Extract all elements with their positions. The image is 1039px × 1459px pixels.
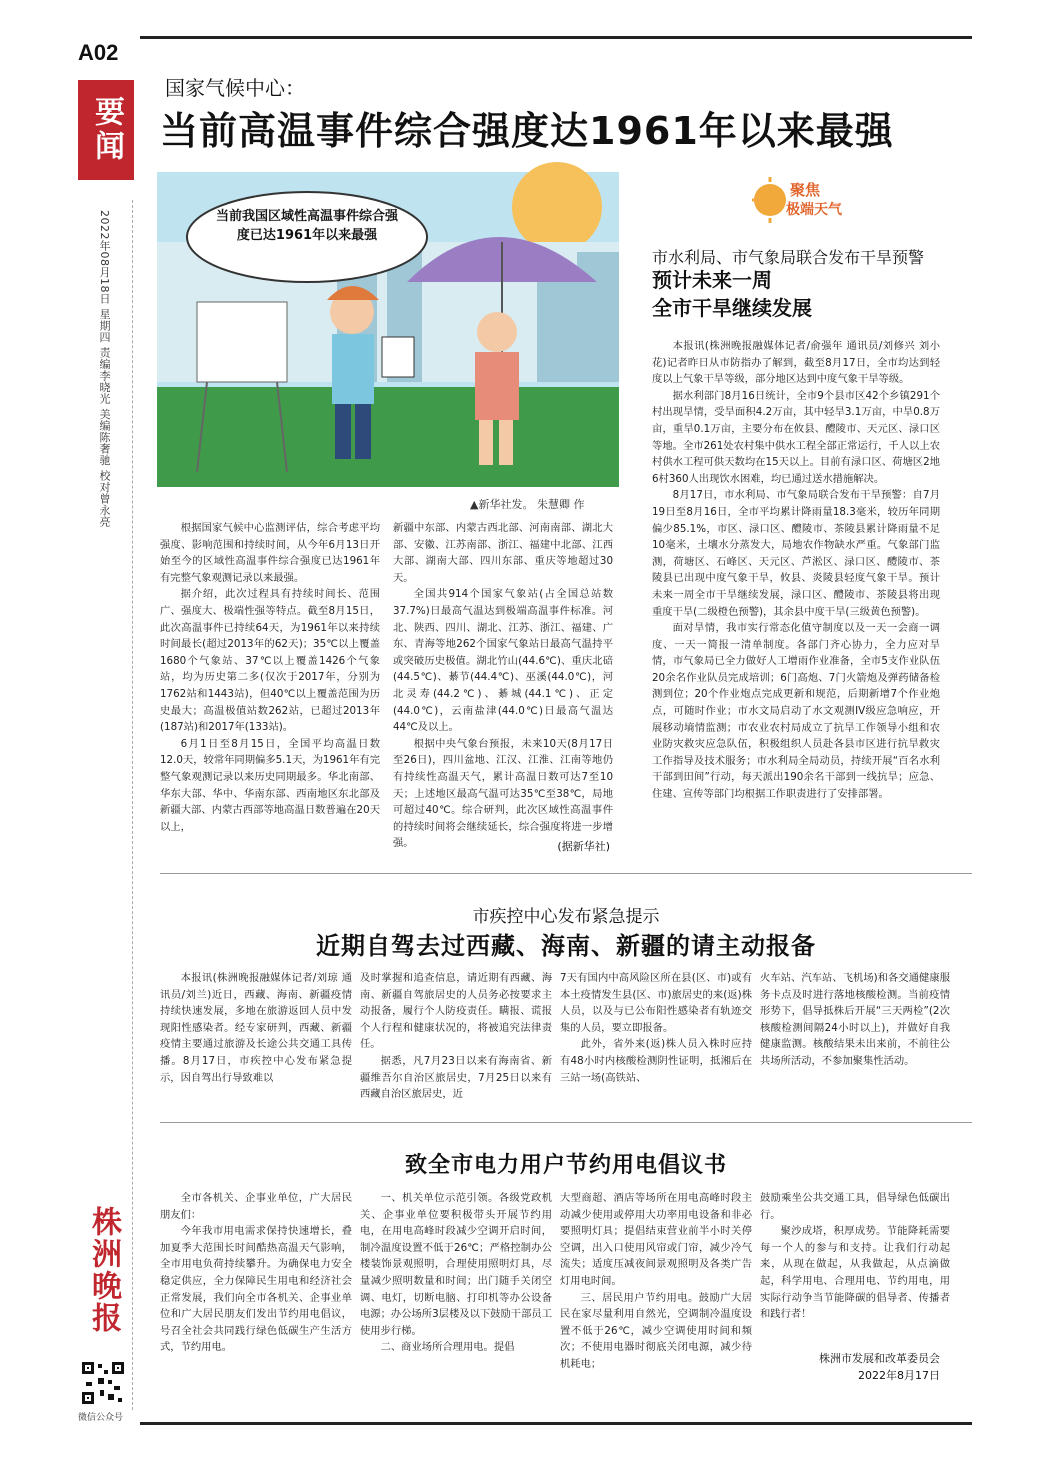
drought-column (652, 338, 940, 858)
left-divider (132, 200, 134, 1410)
top-rule (140, 36, 972, 39)
paragraph: 全国共914个国家气象站(占全国总站数37.7%)日最高气温达到极端高温事件标准。河北、陕西、四川、湖北、江苏、浙江、福建、广东、青海等地262个国家气象站日最高气温持平或突破历史极值。湖北竹山(44.6℃)、重庆北碚(44.5℃)、綦节(44.4℃)、巫溪(44.0℃)，河北灵寿(44.2℃)、綦城(44.1℃)、正定(44.0℃)，云南盐津(44.0℃)日最高气温达44℃及以上。 (393, 588, 613, 734)
paragraph: 根据国家气候中心监测评估，综合考虑平均强度、影响范围和持续时间，从今年6月13日开始至今的区域性高温事件综合强度已达1961年有完整气象观测记录以来最强。 (160, 522, 380, 584)
paragraph: 本报讯(株洲晚报融媒体记者/刘琼 通讯员/刘兰)近日，西藏、海南、新疆疫情持续快速发展，多地在旅游返回人员中发现阳性感染者。经专家研判，西藏、新疆疫情主要通过旅游及长途公共交通工具传播。8月17日，市疾控中心发布紧急提示，因自驾出行导致难以 (160, 972, 352, 1084)
paragraph: 大型商超、酒店等场所在用电高峰时段主动减少使用或停用大功率用电设备和非必要照明灯具；提倡结束营业前半小时关停空调，出入口使用风帘或门帘，减少冷气流失；适度压减夜间景观照明及各类广告灯用电时间。 (560, 1192, 752, 1287)
masthead-logo: 株洲晚报 (86, 1206, 121, 1334)
cartoon-credit: ▲新华社发。 朱慧卿 作 (470, 498, 585, 511)
page-number: A02 (78, 40, 119, 65)
paragraph: 三、居民用户节约用电。鼓励广大居民在家尽量利用自然光，空调制冷温度设置不低于26℃，减少空调使用时间和频次；不使用电器时彻底关闭电源，减少待机耗电； (560, 1291, 752, 1370)
lead-signoff: (据新华社) (557, 840, 610, 853)
paragraph: 新疆中东部、内蒙古西北部、河南南部、湖北大部、安徽、江苏南部、浙江、福建中北部、江西大部、湖南大部、四川东部、重庆等地超过30天。 (393, 522, 613, 584)
paragraph: 根据中央气象台预报，未来10天(8月17日至26日)，四川盆地、江汉、江淮、江南等地仍有持续性高温天气，累计高温日数可达7至10天；上述地区最高气温可达35℃至38℃，局地可超过40℃。综合研判，此次区域性高温事件的持续时间将会继续延长，综合强度将进一步增强。 (393, 737, 613, 850)
paragraph: 8月17日，市水利局、市气象局联合发布干旱预警：自7月19日至8月16日，全市平均累计降雨量18.3毫米，较历年同期偏少85.1%，市区、渌口区、醴陵市、茶陵县累计降雨量不足10毫米，土壤水分蒸发大，局地农作物缺水严重。气象部门监测，荷塘区、石峰区、天元区、芦淞区、渌口区、醴陵市、茶陵县已出现中度气象干旱，攸县、炎陵县轻度气象干旱。预计未来一周全市干旱继续发展，渌口区、醴陵市、茶陵县将出现重度干旱(二级橙色预警)，其余县中度干旱(三级黄色预警)。 (652, 489, 940, 618)
lead-column-1 (160, 520, 380, 860)
power-signature (760, 1350, 940, 1384)
paragraph: 聚沙成塔，积厚成势。节能降耗需要每一个人的参与和支持。让我们行动起来，从现在做起，从我做起，从点滴做起，科学用电、合理用电、节约用电，用实际行动争当节能降碳的倡导者、传播者和践行者！ (760, 1225, 950, 1321)
paragraph: 今年我市用电需求保持快速增长，叠加夏季大范围长时间酷热高温天气影响，全市用电负荷持续攀升。为确保电力安全稳定供应，全力保障民生用电和经济社会正常发展，我们向全市各机关、企事业单位和广大居民朋友们发出节约用电倡议，号召全社会共同践行绿色低碳生产生活方式，节约用电。 (160, 1225, 352, 1354)
paragraph: 及时掌握和追查信息，请近期有西藏、海南、新疆自驾旅居史的人员务必按要求主动报备，履行个人防疫责任。瞒报、谎报个人行程和健康状况的，将被追究法律责任。 (360, 972, 552, 1051)
lead-kicker: 国家气候中心： (165, 76, 305, 100)
paragraph: 本报讯(株洲晚报融媒体记者/俞强年 通讯员/刘修兴 刘小花)记者昨日从市防指办了解到，截至8月17日，全市均达到轻度以上气象干旱等级，部分地区达到中度气象干旱等级。 (652, 340, 940, 386)
cdc-column-4 (760, 970, 950, 1100)
power-column-1 (160, 1190, 352, 1400)
signer: 株洲市发展和改革委员会 (819, 1352, 940, 1365)
cdc-headline: 近期自驾去过西藏、海南、新疆的请主动报备 (316, 932, 816, 960)
paragraph: 火车站、汽车站、飞机场)和各交通健康服务卡点及时进行落地核酸检测。当前疫情形势下，倡导抵株后开展“三天两检”(2次核酸检测间隔24小时以上)，并做好自我健康监测。核酸结果未出来前，不前往公共场所活动，不参加聚集性活动。 (760, 972, 950, 1067)
headline-line: 全市干旱继续发展 (652, 296, 812, 320)
paragraph: 面对旱情，我市实行常态化值守制度以及一天一会商一调度、一天一简报一清单制度。各部门齐心协力，全力应对旱情，市气象局已全力做好人工增雨作业准备，全市5支作业队伍20余名作业队员完成培训；6门高炮、7门火箭炮及弹药储备检测到位；20个作业炮点完成更新和规范，后期新增7个作业炮点，可随时作业；市水文局启动了水文观测IV级应急响应，开展移动墒情监测；市农业农村局成立了抗旱工作领导小组和农业防灾救灾应急队伍，积极组织人员赴各县市区进行抗旱救灾工作指导及技术服务；市水利局全局动员，持续开展“百名水利干部到田间”行动，每天派出190余名干部到一线抗旱；应急、住建、宣传等部门均根据工作职责进行了安排部署。 (652, 622, 940, 801)
power-column-3 (560, 1190, 752, 1400)
qr-label: 微信公众号 (78, 1413, 124, 1423)
cdc-column-3 (560, 970, 752, 1100)
power-column-4 (760, 1190, 950, 1340)
paragraph: 此外，省外来(返)株人员入株时应持有48小时内核酸检测阴性证明，抵湘后在三站一场(高铁站、 (560, 1038, 752, 1084)
badge-line-2: 极端天气 (786, 202, 842, 218)
drought-headline (652, 266, 812, 322)
power-headline: 致全市电力用户节约用电倡议书 (404, 1153, 727, 1178)
paragraph: 据悉，凡7月23日以来有海南省、新疆维吾尔自治区旅居史，7月25日以来有西藏自治区旅居史，近 (360, 1054, 552, 1101)
badge-line-1: 聚焦 (790, 181, 821, 199)
cartoon-bubble-text: 当前我国区域性高温事件综合强度已达1961年以来最强 (215, 209, 398, 243)
paragraph: 二、商业场所合理用电。提倡 (380, 1341, 515, 1354)
sign-date: 2022年8月17日 (858, 1369, 940, 1382)
paragraph: 一、机关单位示范引领。各级党政机关、企事业单位要积极带头开展节约用电，在用电高峰时段减少空调开启时间，制冷温度设置不低于26℃；严格控制办公楼装饰景观照明，合理使用照明灯具，尽量减少照明数量和时间；出门随手关闭空调、电灯，切断电脑、打印机等办公设备电源；办公场所3层楼及以下鼓励干部员工使用步行梯。 (360, 1192, 552, 1337)
lead-headline: 当前高温事件综合强度达1961年以来最强 (160, 109, 894, 153)
section-tag: 要闻 (78, 80, 134, 180)
section-divider (160, 873, 972, 874)
paragraph: 全市各机关、企事业单位，广大居民朋友们： (160, 1192, 352, 1221)
cdc-column-1 (160, 970, 352, 1100)
focus-extreme-weather-badge (752, 175, 857, 225)
bottom-rule (140, 1422, 972, 1425)
qr-code-icon (80, 1360, 126, 1406)
paragraph: 7天有国内中高风险区所在县(区、市)或有本土疫情发生县(区、市)旅居史的来(返)株人员，以及与已公布阳性感染者有轨迹交集的人员，要立即报备。 (560, 972, 752, 1034)
cdc-column-2 (360, 970, 552, 1100)
paragraph: 6月1日至8月15日，全国平均高温日数12.0天，较常年同期偏多5.1天，为1961年有完整气象观测记录以来历史同期最多。华北南部、华东大部、华中、华南东部、西南地区东北部及新疆大部、内蒙古西部等地高温日数普遍在20天以上， (160, 737, 380, 833)
cdc-kicker: 市疾控中心发布紧急提示 (472, 907, 660, 927)
cartoon-image (157, 172, 619, 487)
drought-kicker: 市水利局、市气象局联合发布干旱预警 (652, 248, 925, 267)
paragraph: 据水利部门8月16日统计，全市9个县市区42个乡镇291个村出现旱情，受旱面积4.2万亩，其中轻旱3.1万亩，中旱0.8万亩，重旱0.1万亩，主要分布在攸县、醴陵市、天元区、渌口区等地。全市261处农村集中供水工程全部正常运行，千人以上农村供水工程可供天数均在15天以上。目前有渌口区、荷塘区2地6村360人出现饮水困难，均已通过送水措施解决。 (652, 389, 940, 485)
section-divider (160, 1122, 972, 1123)
power-column-2 (360, 1190, 552, 1400)
paragraph: 鼓励乘坐公共交通工具，倡导绿色低碳出行。 (760, 1192, 950, 1221)
headline-line: 预计未来一周 (652, 268, 772, 292)
dateline: 2022年08月18日 星期四 责编李晓光 美编陈奢驰 校对曾永亮 (98, 210, 111, 528)
paragraph: 据介绍，此次过程具有持续时间长、范围广、强度大、极端性强等特点。截至8月15日，此次高温事件已持续64天，为1961年以来持续时间最长(超过2013年的62天)；35℃以上覆盖1680个气象站、37℃以上覆盖1426个气象站，均为历史第二多(仅次于2017年，分别为1762站和1443站)，但40℃以上覆盖范围为历史最大；高温极值站数262站，已超过2013年(187站)和2017年(133站)。 (160, 588, 380, 734)
